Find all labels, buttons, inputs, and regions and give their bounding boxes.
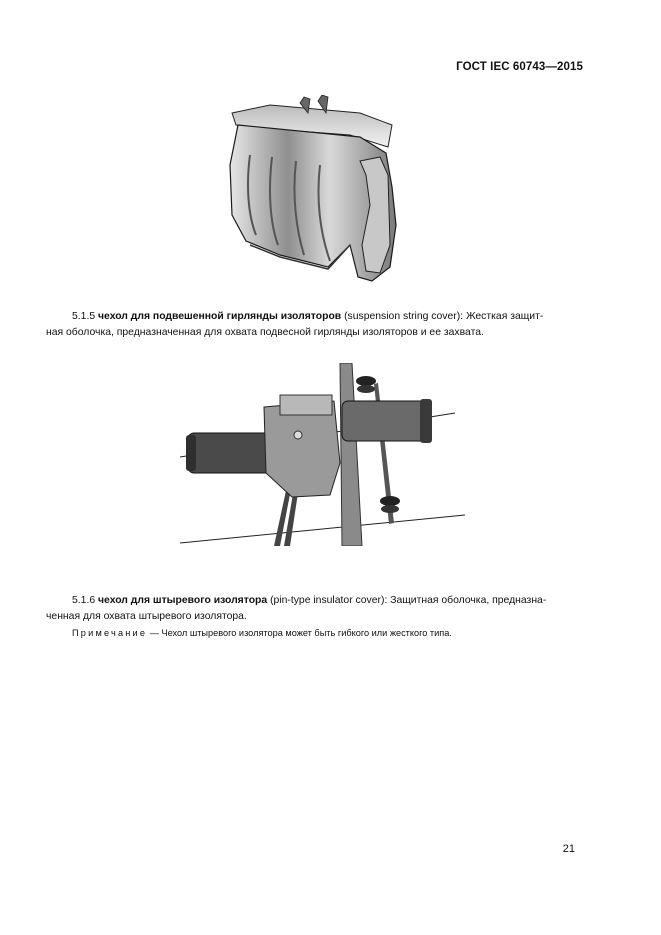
definition-text-line2: ченная для охвата штыревого изолятора. — [46, 610, 247, 622]
definition-5-1-5 — [46, 309, 582, 340]
suspension-string-cover-photo — [210, 95, 415, 290]
note-text: — Чехол штыревого изолятора может быть гибкого или жесткого типа. — [149, 628, 452, 638]
page-number: 21 — [562, 843, 575, 855]
term-english: (pin-type insulator cover): — [270, 595, 388, 606]
section-number: 5.1.6 — [72, 595, 96, 606]
definition-text-line1: Защитная оболочка, предназна- — [390, 595, 547, 606]
definition-5-1-6 — [46, 593, 582, 624]
definition-text-line1: Жесткая защит- — [465, 311, 544, 322]
section-number: 5.1.5 — [72, 311, 96, 322]
definition-text-line2: ная оболочка, предназначенная для охвата подвесной гирлянды изоляторов и ее захвата. — [46, 326, 484, 338]
note-label: Примечание — [72, 628, 148, 638]
term: чехол для подвешенной гирлянды изоляторов — [98, 311, 342, 322]
term: чехол для штыревого изолятора — [98, 595, 268, 606]
term-english: (suspension string cover): — [344, 311, 464, 322]
document-header: ГОСТ IEC 60743—2015 — [456, 61, 583, 73]
pin-type-insulator-cover-photo — [180, 363, 465, 546]
note — [72, 627, 582, 640]
